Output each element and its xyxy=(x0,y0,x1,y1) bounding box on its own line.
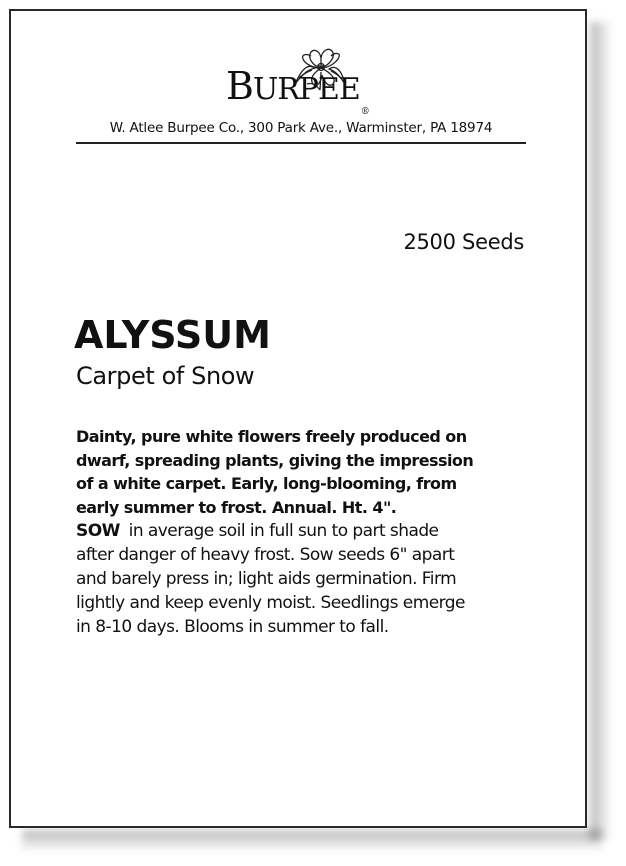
description-line: of a white carpet. Early, long-blooming, from xyxy=(76,474,457,493)
sowing-line: after danger of heavy frost. Sow seeds 6" apart xyxy=(76,545,455,565)
description-line: dwarf, spreading plants, giving the impression xyxy=(76,450,474,470)
brand-logo xyxy=(226,64,396,117)
product-name: ALYSSUM xyxy=(74,313,271,357)
registered-mark: ® xyxy=(360,107,369,117)
sowing-first-line xyxy=(76,519,528,543)
company-address: W. Atlee Burpee Co., 300 Park Ave., Warminster, PA 18974 xyxy=(109,120,493,136)
description-line: Dainty, pure white flowers freely produced on xyxy=(76,427,467,446)
header-divider xyxy=(76,142,526,144)
brand-name-rest: URPEE xyxy=(252,72,360,107)
sowing-line: in 8-10 days. Blooms in summer to fall. xyxy=(76,617,389,637)
sow-keyword: SOW xyxy=(76,521,120,541)
packet-shadow-bottom xyxy=(22,830,602,852)
sowing-line: and barely press in; light aids germination. Firm xyxy=(76,569,457,589)
sowing-line: lightly and keep evenly moist. Seedlings emerge xyxy=(76,593,465,613)
product-description xyxy=(76,425,528,519)
seed-count: 2500 Seeds xyxy=(403,230,524,254)
description-line: early summer to frost. Annual. Ht. 4". xyxy=(76,497,397,517)
sowing-line: in average soil in full sun to part shade xyxy=(128,521,439,541)
packet-shadow-right xyxy=(590,22,612,840)
product-variety: Carpet of Snow xyxy=(76,362,255,390)
brand-initial: B xyxy=(226,64,253,108)
sowing-instructions xyxy=(76,519,528,639)
